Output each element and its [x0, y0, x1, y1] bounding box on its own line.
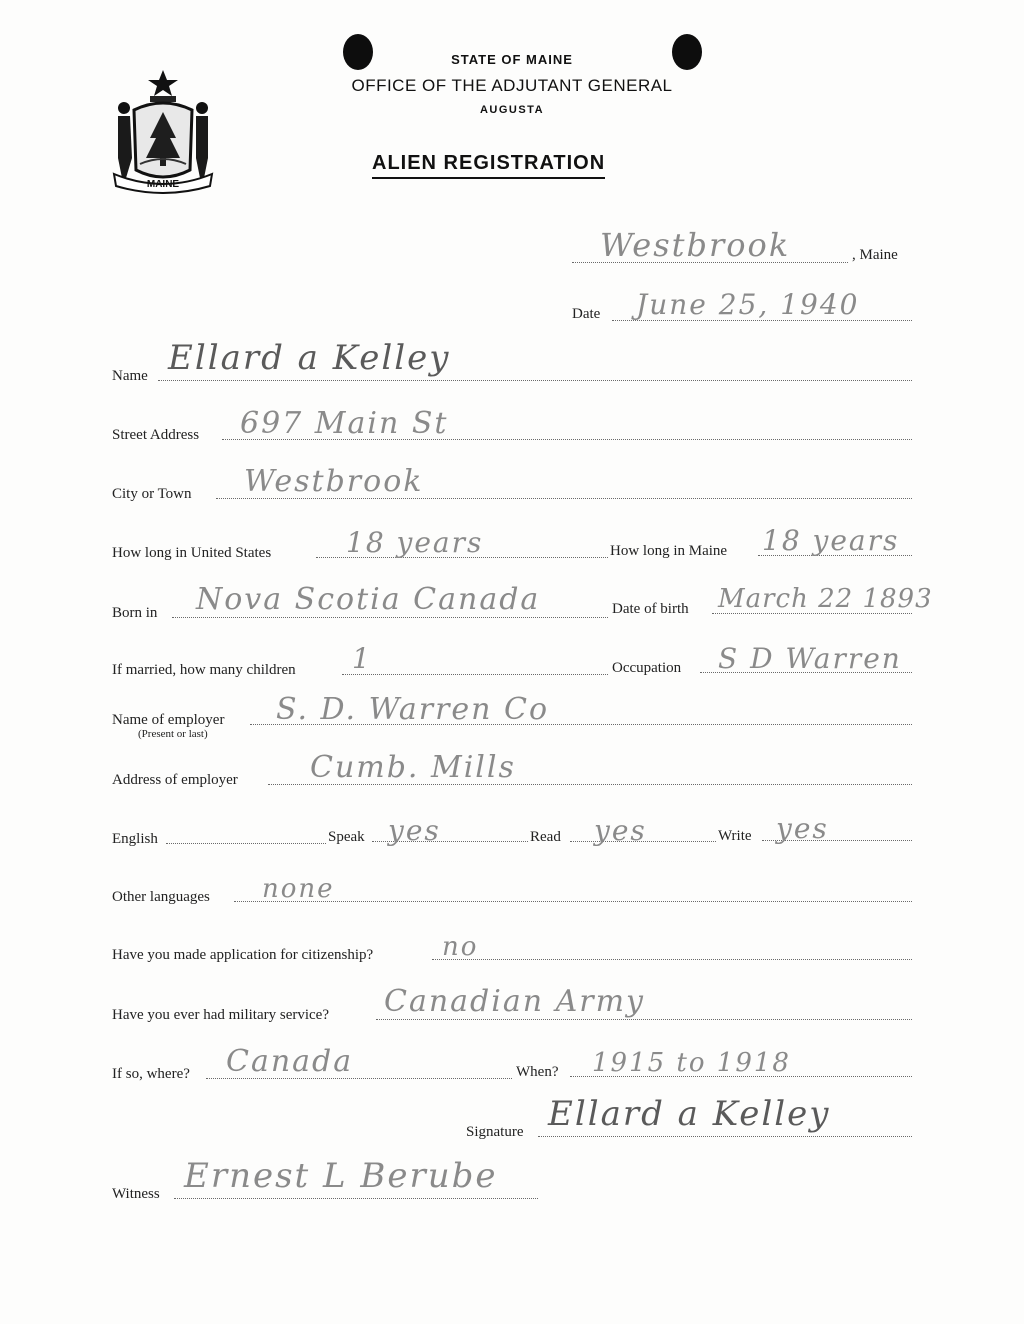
- english-line: [166, 843, 326, 844]
- date-of-birth-label: Date of birth: [612, 601, 689, 617]
- speak-label: Speak: [328, 829, 365, 845]
- city-heading: AUGUSTA: [479, 104, 545, 116]
- employer-label: Name of employer: [112, 712, 225, 728]
- children-label: If married, how many children: [112, 662, 296, 678]
- born-in-label: Born in: [112, 605, 158, 621]
- form-title: ALIEN REGISTRATION: [372, 152, 605, 179]
- citizenship-label: Have you made application for citizenship?: [112, 947, 374, 963]
- office-heading: OFFICE OF THE ADJUTANT GENERAL: [351, 76, 673, 95]
- military-label: Have you ever had military service?: [112, 1007, 329, 1023]
- occupation-value[interactable]: S D Warren: [718, 642, 902, 675]
- date-label: Date: [572, 306, 601, 322]
- employer-address-label: Address of employer: [112, 772, 238, 788]
- employer-address-value[interactable]: Cumb. Mills: [310, 750, 516, 785]
- citizenship-value[interactable]: no: [442, 932, 479, 962]
- employer-sublabel: (Present or last): [138, 728, 208, 740]
- date-value[interactable]: June 25, 1940: [636, 288, 860, 321]
- other-languages-line: [234, 901, 912, 902]
- how-long-maine-value[interactable]: 18 years: [762, 524, 900, 557]
- how-long-us-value[interactable]: 18 years: [346, 526, 484, 559]
- military-value[interactable]: Canadian Army: [384, 984, 645, 1019]
- witness-value[interactable]: Ernest L Berube: [184, 1156, 498, 1196]
- english-label: English: [112, 831, 158, 847]
- speak-value[interactable]: yes: [388, 814, 441, 847]
- date-of-birth-value[interactable]: March 22 1893: [718, 584, 933, 614]
- witness-line: [174, 1198, 538, 1199]
- citizenship-line: [432, 959, 912, 960]
- name-value[interactable]: Ellard a Kelley: [168, 338, 451, 378]
- read-label: Read: [530, 829, 561, 845]
- city-label: City or Town: [112, 486, 192, 502]
- place-value[interactable]: Westbrook: [600, 226, 791, 264]
- name-line: [158, 380, 912, 381]
- write-label: Write: [718, 828, 752, 844]
- children-line: [342, 674, 608, 675]
- how-long-maine-label: How long in Maine: [610, 543, 728, 559]
- other-languages-label: Other languages: [112, 889, 210, 905]
- signature-label: Signature: [466, 1124, 524, 1140]
- employer-value[interactable]: S. D. Warren Co: [276, 692, 550, 727]
- where-label: If so, where?: [112, 1066, 190, 1082]
- read-value[interactable]: yes: [594, 814, 647, 847]
- signature-value[interactable]: Ellard a Kelley: [548, 1094, 831, 1134]
- how-long-us-label: How long in United States: [112, 545, 272, 561]
- occupation-label: Occupation: [612, 660, 682, 676]
- street-value[interactable]: 697 Main St: [240, 406, 449, 441]
- other-languages-value[interactable]: none: [262, 874, 335, 904]
- born-in-value[interactable]: Nova Scotia Canada: [196, 582, 541, 617]
- born-in-line: [172, 617, 608, 618]
- when-label: When?: [516, 1064, 559, 1080]
- witness-label: Witness: [112, 1186, 160, 1202]
- name-label: Name: [112, 368, 148, 384]
- state-heading: STATE OF MAINE: [451, 52, 573, 67]
- where-value[interactable]: Canada: [226, 1044, 354, 1079]
- city-value[interactable]: Westbrook: [244, 464, 424, 499]
- when-value[interactable]: 1915 to 1918: [592, 1048, 791, 1078]
- military-line: [376, 1019, 912, 1020]
- street-label: Street Address: [112, 427, 200, 443]
- svg-text:MAINE: MAINE: [146, 179, 180, 190]
- signature-line: [538, 1136, 912, 1137]
- children-value[interactable]: 1: [352, 642, 372, 675]
- place-suffix: , Maine: [852, 247, 898, 263]
- write-value[interactable]: yes: [776, 812, 829, 845]
